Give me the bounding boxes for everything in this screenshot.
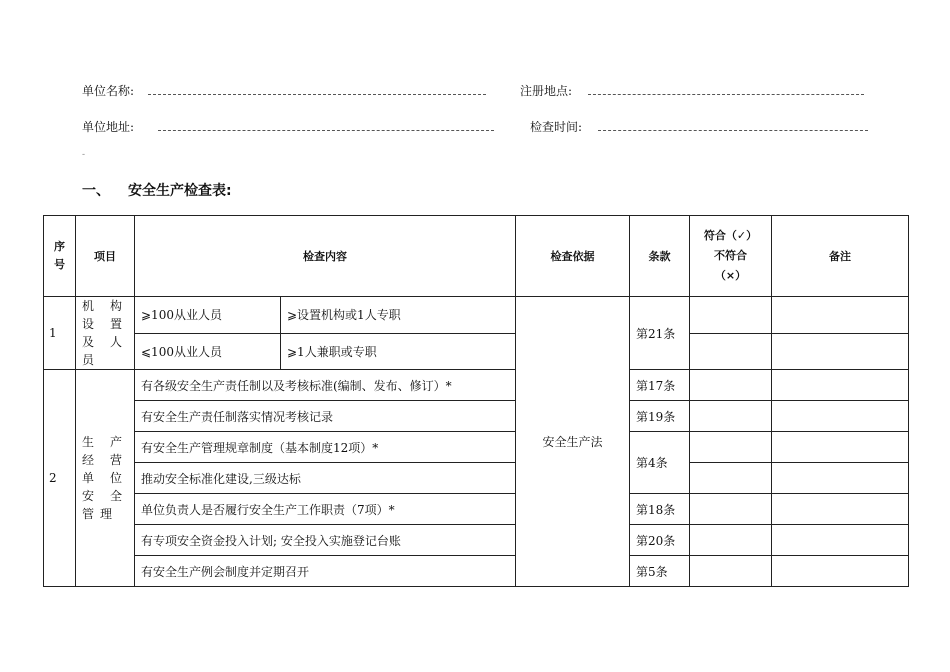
group1-row1-right: ⩾设置机构或1人专职 <box>281 297 516 334</box>
conform-cell[interactable] <box>690 333 772 370</box>
group2-row2-content: 有安全生产责任制落实情况考核记录 <box>135 401 516 432</box>
remark-cell[interactable] <box>772 525 909 556</box>
section-title-text: 安全生产检查表: <box>128 183 232 199</box>
header-basis: 检查依据 <box>516 216 630 297</box>
header-seq: 序号 <box>44 216 76 297</box>
conform-cell[interactable] <box>690 494 772 525</box>
header-conform-line3: （×） <box>714 269 747 282</box>
group2-row2-clause: 第19条 <box>630 401 690 432</box>
group2-row5-clause: 第18条 <box>630 494 690 525</box>
remark-cell[interactable] <box>772 333 909 370</box>
group2-row7-content: 有安全生产例会制度并定期召开 <box>135 556 516 587</box>
group1-seq: 1 <box>44 297 76 370</box>
header-item: 项目 <box>76 216 135 297</box>
group2-row7-clause: 第5条 <box>630 556 690 587</box>
header-conform <box>690 216 772 297</box>
check-time-label: 检查时间: <box>530 120 583 134</box>
table-header-row <box>44 216 909 297</box>
group2-row5-content: 单位负责人是否履行安全生产工作职责（7项）* <box>135 494 516 525</box>
header-conform-line2: 不符合 <box>714 249 747 262</box>
header-conform-line1: 符合（✓） <box>703 229 758 242</box>
remark-cell[interactable] <box>772 297 909 334</box>
group2-row1-clause: 第17条 <box>630 370 690 401</box>
group2-row6-content: 有专项安全资金投入计划; 安全投入实施登记台账 <box>135 525 516 556</box>
remark-cell[interactable] <box>772 494 909 525</box>
section-title <box>82 180 232 200</box>
basis-cell: 安全生产法 <box>516 297 630 587</box>
header-clause: 条款 <box>630 216 690 297</box>
group1-row2-left: ⩽100从业人员 <box>135 333 281 370</box>
table-row <box>44 463 909 494</box>
table-row <box>44 432 909 463</box>
group1-clause: 第21条 <box>630 297 690 370</box>
group2-row1-content: 有各级安全生产责任制以及考核标准(编制、发布、修订）* <box>135 370 516 401</box>
group1-item: 机构设置及人员 <box>76 297 135 370</box>
group2-item: 生产经营单位安全管理 <box>76 370 135 587</box>
table-row <box>44 525 909 556</box>
table-row <box>44 494 909 525</box>
conform-cell[interactable] <box>690 401 772 432</box>
check-time-field[interactable] <box>598 130 868 131</box>
group2-row4-content: 推动安全标准化建设,三级达标 <box>135 463 516 494</box>
header-remark: 备注 <box>772 216 909 297</box>
group2-row3-content: 有安全生产管理规章制度（基本制度12项）* <box>135 432 516 463</box>
remark-cell[interactable] <box>772 463 909 494</box>
remark-cell[interactable] <box>772 432 909 463</box>
header-content: 检查内容 <box>135 216 516 297</box>
group1-row2-right: ⩾1人兼职或专职 <box>281 333 516 370</box>
group2-seq: 2 <box>44 370 76 587</box>
small-mark: - <box>82 150 86 160</box>
conform-cell[interactable] <box>690 463 772 494</box>
remark-cell[interactable] <box>772 370 909 401</box>
conform-cell[interactable] <box>690 525 772 556</box>
unit-address-field[interactable] <box>158 130 494 131</box>
conform-cell[interactable] <box>690 297 772 334</box>
checklist-table <box>43 215 909 587</box>
table-row <box>44 401 909 432</box>
unit-address-label: 单位地址: <box>82 120 135 134</box>
conform-cell[interactable] <box>690 370 772 401</box>
register-place-label: 注册地点: <box>520 84 573 98</box>
remark-cell[interactable] <box>772 401 909 432</box>
register-place-field[interactable] <box>588 94 864 95</box>
table-row <box>44 556 909 587</box>
conform-cell[interactable] <box>690 432 772 463</box>
section-number: 一、 <box>82 183 110 199</box>
unit-name-label: 单位名称: <box>82 84 135 98</box>
conform-cell[interactable] <box>690 556 772 587</box>
table-row <box>44 370 909 401</box>
group1-row1-left: ⩾100从业人员 <box>135 297 281 334</box>
remark-cell[interactable] <box>772 556 909 587</box>
table-row <box>44 333 909 370</box>
table-row <box>44 297 909 334</box>
group2-row3-clause: 第4条 <box>630 432 690 494</box>
group2-row6-clause: 第20条 <box>630 525 690 556</box>
unit-name-field[interactable] <box>148 94 486 95</box>
